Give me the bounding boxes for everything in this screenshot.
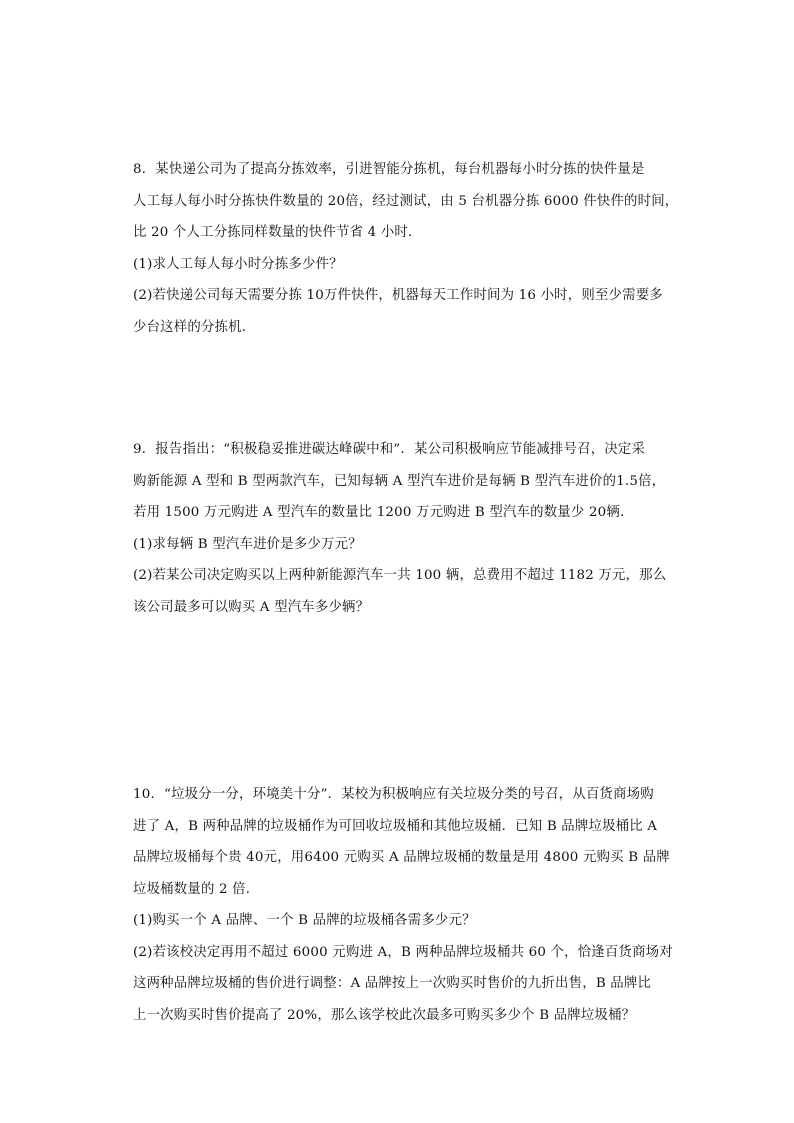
sub-question: (1)求人工每人每小时分拣多少件？ <box>133 256 343 272</box>
sub-question: (2)若某公司决定购买以上两种新能源汽车一共 100 辆，总费用不超过 1182 万元，那么 <box>133 568 667 583</box>
sub-question: 少台这样的分拣机． <box>133 319 256 335</box>
problem-line: 8．某快递公司为了提高分拣效率，引进智能分拣机，每台机器每小时分拣的快件量是 <box>133 162 645 177</box>
problem-line: 进了 A，B 两种品牌的垃圾桶作为可回收垃圾桶和其他垃圾桶．已知 B 品牌垃圾桶比 A <box>133 818 658 834</box>
problem-line: 品牌垃圾桶每个贵 40元，用6400 元购买 A 品牌垃圾桶的数量是用 4800 元购买 B 品牌 <box>133 850 670 865</box>
problem-8 <box>133 154 679 343</box>
problem-line: 9．报告指出：“积极稳妥推进碳达峰碳中和”．某公司积极响应节能减排号召，决定采 <box>133 442 646 457</box>
sub-question: 上一次购买时售价提高了 20%，那么该学校此次最多可购买多少个 B 品牌垃圾桶？ <box>133 1007 636 1023</box>
sub-question: (2)若该校决定再用不超过 6000 元购进 A，B 两种品牌垃圾桶共 60 个，恰逢百货商场对 <box>133 944 673 960</box>
problem-10 <box>133 779 673 1031</box>
problem-line: 比 20 个人工分拣同样数量的快件节省 4 小时． <box>133 225 422 240</box>
sub-question: (1)求每辆 B 型汽车进价是多少万元？ <box>133 536 362 552</box>
sub-question: (2)若快递公司每天需要分拣 10万件快件，机器每天工作时间为 16 小时，则至少需要多 <box>133 288 663 303</box>
sub-question: 该公司最多可以购买 A 型汽车多少辆？ <box>133 599 370 615</box>
problem-line: 垃圾桶数量的 2 倍． <box>133 881 260 897</box>
problem-line: 若用 1500 万元购进 A 型汽车的数量比 1200 万元购进 B 型汽车的数量少 20辆． <box>133 505 634 520</box>
problem-line: 人工每人每小时分拣快件数量的 20倍，经过测试，由 5 台机器分拣 6000 件快件的时间， <box>133 193 679 209</box>
problem-9 <box>133 434 667 623</box>
sub-question: (1)购买一个 A 品牌、一个 B 品牌的垃圾桶各需多少元？ <box>133 913 476 928</box>
sub-question: 这两种品牌垃圾桶的售价进行调整：A 品牌按上一次购买时售价的九折出售，B 品牌比 <box>133 976 652 991</box>
problem-line: 10．“垃圾分一分，环境美十分”．某校为积极响应有关垃圾分类的号召，从百货商场购 <box>133 787 654 802</box>
problem-line: 购新能源 A 型和 B 型两款汽车，已知每辆 A 型汽车进价是每辆 B 型汽车进价的1.5倍， <box>133 473 666 489</box>
